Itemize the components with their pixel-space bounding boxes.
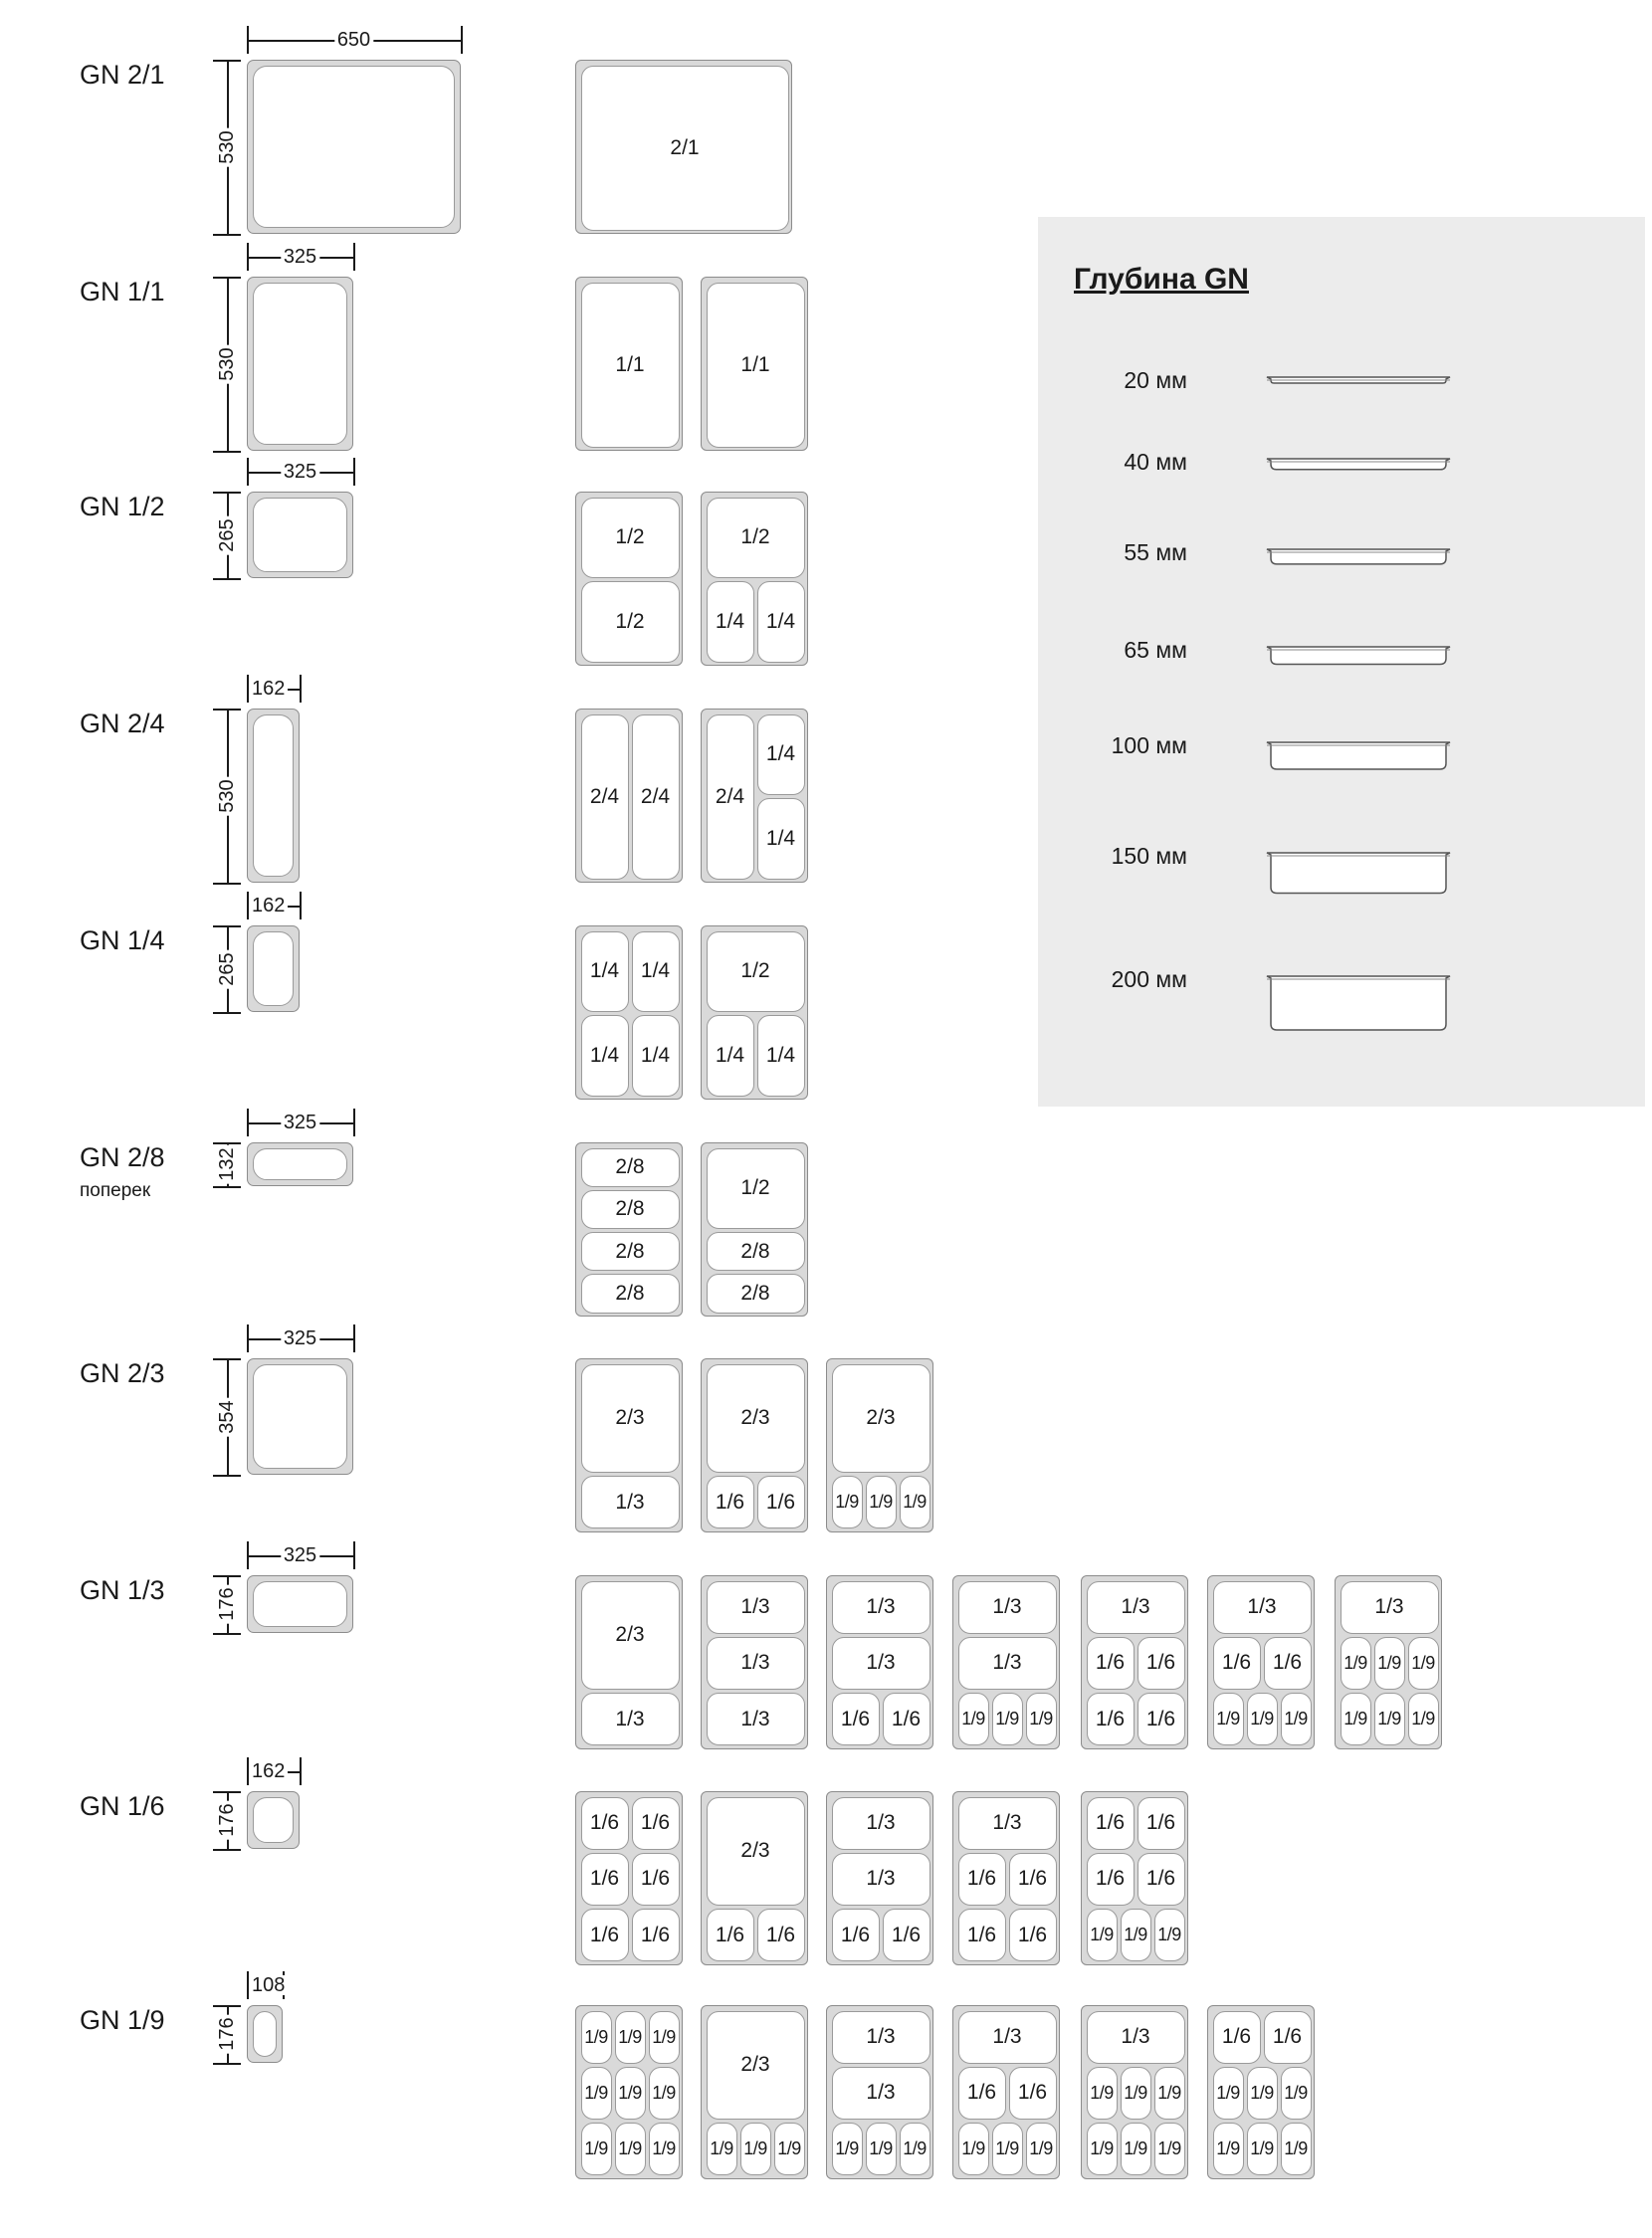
pan-outline-gn-1-3 (247, 1575, 353, 1633)
layout-cell: 1/3 (1087, 2011, 1185, 2064)
layout-cell: 1/3 (707, 1581, 805, 1634)
height-dimension-tick (213, 925, 241, 927)
layout-cell: 1/6 (832, 1909, 880, 1961)
layout-cell: 1/9 (1374, 1693, 1405, 1745)
depth-panel-title: Глубина GN (1074, 263, 1249, 296)
height-dimension-label: 176 (217, 1584, 237, 1623)
height-dimension-tick (213, 1633, 241, 1635)
layout-cell: 1/9 (707, 2123, 737, 2175)
layout-cell: 1/9 (992, 1693, 1023, 1745)
layout-cell: 1/6 (707, 1476, 754, 1528)
width-dimension-label: 325 (281, 1545, 319, 1565)
height-dimension-tick (213, 578, 241, 580)
layout-cell: 1/3 (958, 1797, 1057, 1850)
layout-cell: 1/6 (883, 1909, 930, 1961)
pan-outline-inner (253, 1797, 294, 1843)
height-dimension-label: 176 (217, 1800, 237, 1839)
layout-gn-2-4-1 (575, 709, 683, 883)
width-dimension-label: 325 (281, 1328, 319, 1348)
height-dimension-tick (213, 1142, 241, 1144)
layout-cell: 1/6 (707, 1909, 754, 1961)
row-label-gn-2-3: GN 2/3 (80, 1358, 165, 1388)
height-dimension-label: 530 (217, 127, 237, 166)
layout-cell: 1/9 (615, 2123, 646, 2175)
depth-label-150: 150 мм (1111, 843, 1187, 869)
pan-profile-55 (1265, 547, 1454, 572)
layout-cell: 1/9 (1087, 1909, 1118, 1961)
layout-cell: 1/6 (958, 2067, 1006, 2120)
width-dimension-tick (353, 1541, 355, 1569)
layout-cell: 1/3 (707, 1693, 805, 1745)
height-dimension-tick (213, 1475, 241, 1477)
layout-cell: 1/9 (581, 2123, 612, 2175)
depth-label-200: 200 мм (1111, 966, 1187, 992)
pan-profile-shape (1267, 549, 1450, 564)
layout-cell: 1/6 (958, 1909, 1006, 1961)
layout-gn-2-4-2 (701, 709, 808, 883)
layout-cell: 1/9 (1213, 1693, 1244, 1745)
width-dimension-label: 162 (249, 679, 288, 699)
layout-cell: 1/9 (1281, 1693, 1312, 1745)
pan-profile-65 (1265, 645, 1454, 673)
layout-gn-1-3-4 (952, 1575, 1060, 1749)
layout-gn-1-9-2 (701, 2005, 808, 2179)
layout-cell: 1/6 (1137, 1693, 1185, 1745)
depth-panel (1038, 217, 1645, 1107)
layout-gn-2-3-1 (575, 1358, 683, 1532)
layout-cell: 2/4 (632, 714, 680, 880)
layout-cell: 1/3 (832, 1797, 930, 1850)
width-dimension-label: 108 (249, 1975, 288, 1995)
layout-cell: 1/3 (1341, 1581, 1439, 1634)
layout-cell: 1/4 (632, 931, 680, 1013)
layout-gn-1-3-5 (1081, 1575, 1188, 1749)
layout-cell: 1/3 (581, 1476, 680, 1528)
layout-cell: 1/6 (1087, 1693, 1135, 1745)
layout-cell: 1/9 (615, 2011, 646, 2064)
layout-cell: 1/6 (1009, 1853, 1057, 1906)
layout-cell: 1/9 (900, 1476, 930, 1528)
height-dimension-tick (213, 60, 241, 62)
layout-gn-1-6-5 (1081, 1791, 1188, 1965)
pan-outline-gn-1-9 (247, 2005, 283, 2063)
width-dimension-tick (247, 1109, 249, 1136)
width-dimension-tick (247, 1541, 249, 1569)
pan-profile-20 (1265, 375, 1454, 391)
layout-gn-1-4-1 (575, 925, 683, 1100)
layout-cell: 1/6 (1009, 1909, 1057, 1961)
layout-cell: 1/6 (632, 1853, 680, 1906)
layout-cell: 1/9 (649, 2123, 680, 2175)
width-dimension-tick (247, 458, 249, 486)
height-dimension-label: 354 (217, 1397, 237, 1436)
pan-outline-inner (253, 1148, 347, 1180)
pan-profile-40 (1265, 457, 1454, 478)
pan-outline-inner (253, 1581, 347, 1627)
pan-outline-gn-1-2 (247, 492, 353, 578)
width-dimension-tick (353, 458, 355, 486)
height-dimension-label: 530 (217, 344, 237, 383)
height-dimension-label: 132 (217, 1144, 237, 1183)
layout-gn-1-3-3 (826, 1575, 933, 1749)
layout-cell: 1/2 (581, 498, 680, 579)
layout-gn-1-9-3 (826, 2005, 933, 2179)
layout-cell: 1/3 (1213, 1581, 1312, 1634)
layout-cell: 1/6 (1264, 2011, 1312, 2064)
pan-outline-inner (253, 283, 347, 445)
layout-cell: 2/8 (581, 1274, 680, 1313)
layout-cell: 1/9 (1247, 2123, 1278, 2175)
layout-cell: 2/3 (581, 1364, 680, 1474)
layout-cell: 1/3 (832, 1581, 930, 1634)
layout-cell: 1/4 (757, 581, 805, 663)
width-dimension-label: 325 (281, 1113, 319, 1132)
layout-cell: 1/9 (1026, 2123, 1057, 2175)
layout-cell: 1/6 (1213, 1637, 1261, 1690)
layout-cell: 1/9 (866, 1476, 897, 1528)
layout-gn-1-9-4 (952, 2005, 1060, 2179)
layout-gn-1-9-6 (1207, 2005, 1315, 2179)
layout-cell: 1/6 (632, 1797, 680, 1850)
pan-outline-inner (253, 498, 347, 572)
width-dimension-tick (247, 1324, 249, 1352)
width-dimension-tick (247, 26, 249, 54)
height-dimension-tick (213, 1186, 241, 1188)
pan-outline-gn-1-6 (247, 1791, 300, 1849)
layout-cell: 1/9 (581, 2067, 612, 2120)
layout-cell: 2/1 (581, 66, 789, 231)
layout-gn-1-1-2 (701, 277, 808, 451)
height-dimension-tick (213, 277, 241, 279)
layout-cell: 1/9 (832, 1476, 863, 1528)
layout-gn-1-4-2 (701, 925, 808, 1100)
layout-cell: 1/9 (1087, 2067, 1118, 2120)
width-dimension-tick (300, 1757, 302, 1785)
layout-cell: 1/6 (1137, 1853, 1185, 1906)
height-dimension-tick (213, 1849, 241, 1851)
pan-profile-shape (1267, 853, 1450, 894)
depth-label-55: 55 мм (1124, 539, 1187, 565)
depth-label-100: 100 мм (1111, 732, 1187, 758)
layout-gn-1-6-4 (952, 1791, 1060, 1965)
layout-cell: 1/3 (1087, 1581, 1185, 1634)
layout-cell: 1/3 (832, 1637, 930, 1690)
layout-cell: 1/6 (883, 1693, 930, 1745)
layout-cell: 1/9 (581, 2011, 612, 2064)
layout-cell: 1/6 (832, 1693, 880, 1745)
pan-outline-gn-2-1 (247, 60, 461, 234)
width-dimension-tick (353, 1109, 355, 1136)
layout-cell: 1/9 (1121, 2067, 1151, 2120)
height-dimension-tick (213, 1358, 241, 1360)
width-dimension-tick (461, 26, 463, 54)
layout-cell: 1/6 (1137, 1797, 1185, 1850)
layout-cell: 1/6 (1009, 2067, 1057, 2120)
layout-cell: 2/4 (581, 714, 629, 880)
layout-cell: 1/6 (581, 1909, 629, 1961)
layout-cell: 1/9 (958, 2123, 989, 2175)
pan-profile-100 (1265, 740, 1454, 777)
layout-cell: 1/9 (1341, 1637, 1371, 1690)
height-dimension-tick (213, 2063, 241, 2065)
layout-cell: 1/9 (1213, 2067, 1244, 2120)
layout-gn-2-8-2 (701, 1142, 808, 1317)
row-label-gn-1-6: GN 1/6 (80, 1791, 165, 1821)
layout-cell: 1/9 (1154, 1909, 1185, 1961)
height-dimension-tick (213, 883, 241, 885)
height-dimension-tick (213, 1575, 241, 1577)
layout-cell: 1/4 (632, 1015, 680, 1097)
layout-cell: 2/4 (707, 714, 754, 880)
layout-cell: 1/9 (1247, 1693, 1278, 1745)
width-dimension-label: 650 (334, 30, 373, 50)
layout-cell: 2/8 (707, 1274, 805, 1313)
height-dimension-tick (213, 2005, 241, 2007)
pan-outline-gn-1-1 (247, 277, 353, 451)
height-dimension-tick (213, 709, 241, 711)
layout-cell: 1/6 (757, 1476, 805, 1528)
layout-cell: 1/9 (1121, 1909, 1151, 1961)
layout-gn-2-3-2 (701, 1358, 808, 1532)
width-dimension-label: 162 (249, 1761, 288, 1781)
layout-cell: 1/2 (707, 498, 805, 579)
layout-cell: 2/3 (581, 1581, 680, 1691)
layout-gn-1-3-7 (1335, 1575, 1442, 1749)
layout-gn-2-3-3 (826, 1358, 933, 1532)
layout-cell: 1/3 (581, 1693, 680, 1745)
layout-gn-1-3-1 (575, 1575, 683, 1749)
pan-outline-inner (253, 1364, 347, 1469)
layout-cell: 1/4 (757, 714, 805, 796)
width-dimension-tick (247, 243, 249, 271)
layout-cell: 1/2 (707, 1148, 805, 1230)
layout-gn-1-6-1 (575, 1791, 683, 1965)
layout-cell: 1/3 (832, 2067, 930, 2120)
depth-label-20: 20 мм (1124, 367, 1187, 393)
layout-cell: 1/9 (1026, 1693, 1057, 1745)
layout-cell: 2/3 (707, 1364, 805, 1474)
layout-cell: 1/9 (1408, 1637, 1439, 1690)
layout-cell: 1/6 (632, 1909, 680, 1961)
pan-profile-150 (1265, 851, 1454, 902)
row-label-gn-1-4: GN 1/4 (80, 925, 165, 955)
layout-cell: 1/6 (1087, 1637, 1135, 1690)
layout-cell: 2/3 (707, 1797, 805, 1907)
height-dimension-tick (213, 451, 241, 453)
pan-outline-inner (253, 66, 455, 228)
height-dimension-tick (213, 492, 241, 494)
layout-cell: 1/9 (1281, 2067, 1312, 2120)
layout-cell: 1/3 (707, 1637, 805, 1690)
layout-cell: 1/9 (1408, 1693, 1439, 1745)
layout-cell: 1/6 (1087, 1797, 1135, 1850)
height-dimension-label: 265 (217, 515, 237, 554)
layout-cell: 1/6 (581, 1797, 629, 1850)
layout-cell: 1/9 (774, 2123, 805, 2175)
layout-cell: 1/4 (757, 1015, 805, 1097)
width-dimension-tick (353, 1324, 355, 1352)
layout-cell: 1/3 (832, 1853, 930, 1906)
row-label-gn-2-1: GN 2/1 (80, 60, 165, 90)
layout-gn-1-6-2 (701, 1791, 808, 1965)
layout-cell: 1/9 (1247, 2067, 1278, 2120)
layout-cell: 1/9 (866, 2123, 897, 2175)
height-dimension-label: 265 (217, 949, 237, 988)
layout-cell: 1/9 (992, 2123, 1023, 2175)
layout-cell: 2/3 (707, 2011, 805, 2121)
layout-cell: 1/1 (707, 283, 805, 448)
width-dimension-tick (353, 243, 355, 271)
layout-cell: 1/6 (1137, 1637, 1185, 1690)
height-dimension-tick (213, 1012, 241, 1014)
layout-cell: 1/3 (958, 1581, 1057, 1634)
layout-cell: 1/4 (757, 798, 805, 880)
layout-cell: 1/9 (1281, 2123, 1312, 2175)
layout-cell: 1/9 (615, 2067, 646, 2120)
layout-cell: 1/6 (958, 1853, 1006, 1906)
layout-cell: 1/9 (1154, 2067, 1185, 2120)
pan-profile-shape (1267, 459, 1450, 470)
layout-cell: 1/6 (1264, 1637, 1312, 1690)
pan-profile-shape (1267, 976, 1450, 1030)
layout-cell: 1/3 (832, 2011, 930, 2064)
layout-cell: 2/3 (832, 1364, 930, 1474)
row-label-gn-1-2: GN 1/2 (80, 492, 165, 521)
layout-cell: 1/9 (1213, 2123, 1244, 2175)
layout-cell: 1/9 (1374, 1637, 1405, 1690)
layout-gn-1-6-3 (826, 1791, 933, 1965)
row-label-gn-2-4: GN 2/4 (80, 709, 165, 738)
layout-gn-1-2-1 (575, 492, 683, 666)
layout-cell: 1/6 (1087, 1853, 1135, 1906)
width-dimension-label: 325 (281, 247, 319, 267)
row-label-gn-1-9: GN 1/9 (80, 2005, 165, 2035)
depth-label-40: 40 мм (1124, 449, 1187, 475)
layout-cell: 2/8 (707, 1232, 805, 1271)
layout-gn-1-3-2 (701, 1575, 808, 1749)
layout-gn-1-2-2 (701, 492, 808, 666)
layout-cell: 2/8 (581, 1148, 680, 1187)
layout-cell: 1/3 (958, 1637, 1057, 1690)
layout-cell: 1/9 (832, 2123, 863, 2175)
width-dimension-label: 325 (281, 462, 319, 482)
layout-cell: 1/9 (1154, 2123, 1185, 2175)
layout-gn-1-9-1 (575, 2005, 683, 2179)
height-dimension-tick (213, 1791, 241, 1793)
layout-cell: 1/3 (958, 2011, 1057, 2064)
width-dimension-tick (300, 675, 302, 703)
layout-gn-1-9-5 (1081, 2005, 1188, 2179)
width-dimension-tick (300, 892, 302, 919)
pan-outline-gn-2-8 (247, 1142, 353, 1186)
layout-cell: 1/6 (581, 1853, 629, 1906)
layout-cell: 1/9 (1121, 2123, 1151, 2175)
row-label-gn-1-1: GN 1/1 (80, 277, 165, 306)
layout-gn-2-8-1 (575, 1142, 683, 1317)
height-dimension-label: 176 (217, 2014, 237, 2053)
width-dimension-label: 162 (249, 896, 288, 916)
row-label-gn-1-3: GN 1/3 (80, 1575, 165, 1605)
layout-cell: 1/4 (707, 1015, 754, 1097)
pan-outline-gn-2-3 (247, 1358, 353, 1475)
layout-cell: 2/8 (581, 1232, 680, 1271)
layout-gn-1-3-6 (1207, 1575, 1315, 1749)
layout-cell: 1/9 (740, 2123, 771, 2175)
pan-outline-inner (253, 2011, 277, 2057)
pan-outline-inner (253, 714, 294, 877)
layout-cell: 1/4 (581, 1015, 629, 1097)
layout-cell: 1/2 (707, 931, 805, 1013)
pan-profile-200 (1265, 974, 1454, 1038)
layout-cell: 1/9 (1341, 1693, 1371, 1745)
row-label-gn-2-8: GN 2/8 (80, 1142, 165, 1172)
layout-cell: 1/9 (1087, 2123, 1118, 2175)
layout-cell: 1/2 (581, 581, 680, 663)
layout-cell: 1/9 (649, 2067, 680, 2120)
layout-cell: 1/9 (900, 2123, 930, 2175)
layout-cell: 1/4 (581, 931, 629, 1013)
pan-profile-shape (1267, 742, 1450, 769)
pan-outline-gn-2-4 (247, 709, 300, 883)
layout-cell: 1/9 (958, 1693, 989, 1745)
row-sublabel-gn-2-8: поперек (80, 1180, 151, 1201)
height-dimension-tick (213, 234, 241, 236)
layout-cell: 1/1 (581, 283, 680, 448)
layout-gn-1-1-1 (575, 277, 683, 451)
layout-cell: 1/4 (707, 581, 754, 663)
height-dimension-label: 530 (217, 776, 237, 815)
layout-cell: 1/9 (649, 2011, 680, 2064)
depth-label-65: 65 мм (1124, 637, 1187, 663)
layout-cell: 1/6 (1213, 2011, 1261, 2064)
layout-cell: 1/6 (757, 1909, 805, 1961)
layout-gn-2-1-1 (575, 60, 792, 234)
pan-outline-inner (253, 931, 294, 1006)
pan-outline-gn-1-4 (247, 925, 300, 1012)
layout-cell: 2/8 (581, 1190, 680, 1229)
